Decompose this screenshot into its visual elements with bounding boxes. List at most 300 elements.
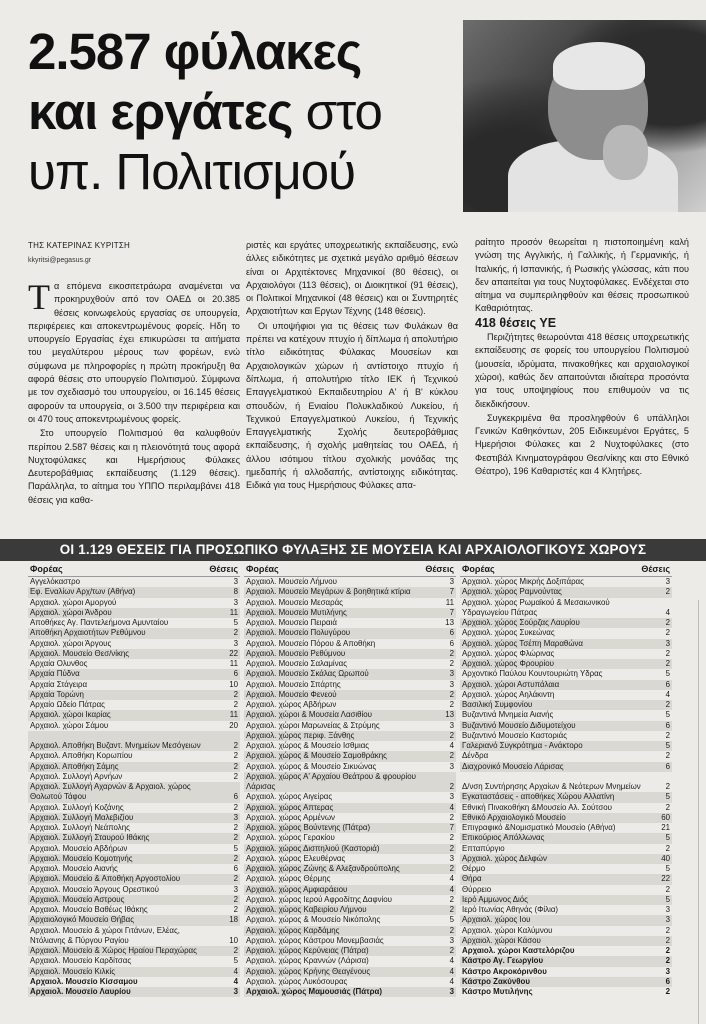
positions-count: 3 <box>449 669 454 679</box>
table-row <box>460 772 672 793</box>
article-column-3 <box>475 236 689 478</box>
table-row <box>244 690 456 700</box>
dropcap: Τ <box>28 277 50 317</box>
table-row <box>460 762 672 772</box>
table-row <box>28 782 240 803</box>
table-row <box>28 967 240 977</box>
positions-count: 6 <box>665 761 670 771</box>
organization-name: Αρχαιολ. χώρος Ελευθέρνας <box>246 853 346 863</box>
organization-name: Αρχαιολ. Συλλογή Αρνήων <box>30 771 123 781</box>
organization-name: Αρχαιολ. χώρος Αμφιαράειου <box>246 884 348 894</box>
organization-name: Αρχαιολ. Συλλογή Αχαρνών & Αρχαιολ. χώρος Θολωτού Τάφου <box>30 782 191 802</box>
organization-name: Αρχαία Ολυνθος <box>30 659 88 668</box>
table-row <box>460 977 672 987</box>
organization-name: Αρχαιολ. Μουσείο Πειραιά <box>246 618 337 627</box>
organization-name: Αρχαιολ. Μουσείο Αιανής <box>30 864 118 873</box>
organization-name: Αρχαιολ. χώρος Βούντενης (Πάτρα) <box>246 823 371 832</box>
organization-name: Αρχαιολ. χώρος Γερακίου <box>246 833 335 843</box>
organization-name: Εφ. Εναλίων Αρχ/των (Αθήνα) <box>30 587 136 597</box>
table-row <box>28 946 240 956</box>
table-row <box>460 885 672 895</box>
table-row <box>244 618 456 628</box>
table-row <box>28 731 240 752</box>
table-row <box>460 649 672 659</box>
table-row <box>244 926 456 936</box>
organization-name: Αρχαιολ. χώρος Α' Αρχαίου Θεάτρου & φρουρίου Λάρισας <box>246 771 416 791</box>
organization-name: Αρχαιολ. χώρος Καβειρίου Λήμνου <box>246 905 367 914</box>
table-row <box>244 598 456 608</box>
table-row <box>28 690 240 700</box>
table-row <box>28 833 240 843</box>
positions-count: 6 <box>449 628 454 638</box>
organization-name: Εγκαταστάσεις - αποθήκες Χώρου Αλλατίνη <box>462 792 615 802</box>
positions-count: 2 <box>233 823 238 832</box>
organization-name: Αρχαιολ. χώρος Δισπηλιού (Καστοριά) <box>246 843 380 853</box>
positions-count: 2 <box>665 659 670 668</box>
table-row <box>28 680 240 690</box>
positions-count: 2 <box>449 843 454 853</box>
organization-name: Αρχαιολ. χώρος Δελφών <box>462 853 547 863</box>
organization-name: Αρχαιολ. Μουσείο Πολυγύρου <box>246 628 351 638</box>
table-row <box>244 731 456 741</box>
table-row <box>460 690 672 700</box>
table-row <box>460 833 672 843</box>
positions-count: 2 <box>233 853 238 863</box>
organization-name: Αρχαιολ. χώροι Ικαρίας <box>30 710 111 720</box>
organization-name: Αρχαιολ. Μουσείο Άργους Ορεστικού <box>30 884 159 894</box>
table-row <box>28 649 240 659</box>
table-row <box>28 874 240 884</box>
table-row <box>460 936 672 946</box>
organization-name: Αρχαιολ. Μουσείο Αστρους <box>30 894 125 904</box>
positions-count: 5 <box>665 741 670 750</box>
positions-count: 2 <box>449 833 454 843</box>
organization-name: Βυζαντινό Μουσείο Διδυμοτείχου <box>462 720 576 730</box>
positions-count: 2 <box>449 812 454 822</box>
positions-count: 6 <box>665 720 670 730</box>
table-row <box>244 587 456 597</box>
table-row <box>28 598 240 608</box>
table-row <box>28 895 240 905</box>
positions-count: 3 <box>449 761 454 771</box>
positions-count: 3 <box>665 638 670 648</box>
table-row <box>244 751 456 761</box>
organization-name: Αρχαιολ. χώρος Θέρμης <box>246 874 331 884</box>
organization-name: Αρχαιολ. Μουσείο Κομοτηνής <box>30 853 133 863</box>
positions-count: 2 <box>233 741 238 750</box>
table-row <box>460 823 672 833</box>
headline-line-2-bold: και εργάτες <box>28 83 293 140</box>
positions-count: 2 <box>665 751 670 761</box>
organization-name: Αρχαιολ. Συλλογή Νεάπολης <box>30 823 130 832</box>
table-row <box>28 751 240 761</box>
table-title: ΟΙ 1.129 ΘΕΣΕΙΣ ΓΙΑ ΠΡΟΣΩΠΙΚΟ ΦΥΛΑΞΗΣ ΣΕ ΜΟΥΣΕΙΑ ΚΑΙ ΑΡΧΑΙΟΛΟΓΙΚΟΥΣ ΧΩΡΟΥΣ <box>0 539 706 561</box>
organization-name: Επταπύργιο <box>462 843 505 853</box>
header-organization: Φορέας <box>462 564 495 574</box>
positions-count: 22 <box>661 874 670 884</box>
organization-name: Αρχαιολ. χώρος Φλώρινας <box>462 648 555 658</box>
table-row <box>460 854 672 864</box>
positions-count: 2 <box>233 700 238 709</box>
positions-count: 5 <box>665 792 670 802</box>
positions-count: 4 <box>449 956 454 966</box>
header-organization: Φορέας <box>246 564 279 574</box>
table-row <box>244 772 456 793</box>
organization-name: Αρχαιολ. Μουσείο Πόρου & Αποθήκη <box>246 638 376 648</box>
organization-name: Αρχαιολ. χώρος Ραμνούντας <box>462 587 562 597</box>
table-header <box>460 562 672 577</box>
positions-count: 20 <box>229 720 238 730</box>
table-row <box>28 577 240 587</box>
table-header <box>28 562 240 577</box>
organization-name: Αρχαιολ. Συλλογή Κοζάνης <box>30 802 124 812</box>
table-row <box>244 608 456 618</box>
organization-name: Αρχαιολ. χώρος Μικρής Δοξιπάρας <box>462 577 584 586</box>
positions-count: 5 <box>665 864 670 873</box>
table-row <box>460 598 672 619</box>
organization-name: Αρχαιολ. χώρος Κρήνης Θεαγένους <box>246 966 371 976</box>
table-row <box>28 639 240 649</box>
organization-name: Αρχαιολ. Μουσείο Λήμνου <box>246 577 337 586</box>
positions-count: 4 <box>665 689 670 699</box>
organization-name: Αρχαιολ. Μουσείο Βαθέως Ιθάκης <box>30 905 148 914</box>
organization-name: Αρχαιολ. χώρος & Μουσείο Ισθμιας <box>246 741 370 750</box>
organization-name: Αρχαιολ. χώρος Μαμουσιάς (Πάτρα) <box>246 987 382 996</box>
organization-name: Αρχαιολ. χώρος & Μουσείο Σικυώνας <box>246 761 377 771</box>
positions-count: 22 <box>229 648 238 658</box>
positions-count: 6 <box>449 638 454 648</box>
positions-count: 3 <box>233 987 238 996</box>
positions-count: 3 <box>233 812 238 822</box>
organization-name: Αρχαιολ. χώροι Σάμου <box>30 720 109 730</box>
table-column-3 <box>460 562 672 997</box>
table-row <box>460 956 672 966</box>
table-row <box>460 926 672 936</box>
table-row <box>28 710 240 720</box>
organization-name: Αρχαιολ. Μουσείο & χώροι Γιτάνων, Ελέας, Ντόλιανης & Πύργου Ραγίου <box>30 925 180 945</box>
organization-name: Δένδρα <box>462 751 489 761</box>
table-row <box>244 854 456 864</box>
table-row <box>460 618 672 628</box>
positions-count: 5 <box>233 956 238 966</box>
positions-count: 6 <box>665 679 670 689</box>
positions-count: 2 <box>449 648 454 658</box>
page-edge <box>698 600 706 1024</box>
positions-count: 8 <box>233 587 238 597</box>
table-row <box>460 577 672 587</box>
article-paragraph: Συγκεκριμένα θα προσληφθούν 6 υπάλληλοι Γενικών Καθηκόντων, 205 Ειδικευμένοι Εργάτες, 5 Ημερήσιοι Φύλακες και 2 Νυχτοφύλακες (στο Φεστιβάλ Κινηματογράφου Θεσ/νίκης και στο Εθνικό Θέατρο), 196 Καθαριστές και 4 Κλητήρες. <box>475 412 689 477</box>
table-row <box>460 659 672 669</box>
positions-count: 2 <box>665 946 670 955</box>
positions-count: 2 <box>449 864 454 873</box>
organization-name: Αρχαιολ. Μουσείο Αβδήρων <box>30 843 128 853</box>
organization-name: Κάστρο Μυτιλήνης <box>462 987 533 996</box>
positions-count: 5 <box>233 618 238 627</box>
table-row <box>28 813 240 823</box>
positions-count: 2 <box>665 587 670 597</box>
organization-name: Αρχαιολ. χώρος Σούρζας Λαυρίου <box>462 618 580 627</box>
organization-name: Αρχαιολ. χώροι Άργους <box>30 638 112 648</box>
organization-name: Αρχαιολ. χώρος Αβδήρων <box>246 700 337 709</box>
positions-count: 2 <box>233 761 238 771</box>
organization-name: Αρχαιολ. Μουσείο Καρδίτσας <box>30 956 132 966</box>
positions-count: 11 <box>445 597 454 607</box>
table-row <box>460 895 672 905</box>
table-row <box>244 577 456 587</box>
table-row <box>28 762 240 772</box>
positions-count: 2 <box>233 894 238 904</box>
organization-name: Αποθήκες Αγ. Παντελεήμονα Αμυνταίου <box>30 618 169 627</box>
organization-name: Αρχαιολ. χώρος & Μουσείο Νικόπολης <box>246 915 381 925</box>
organization-name: Ιερό Ιτωνίας Αθηνάς (Φίλια) <box>462 905 559 914</box>
positions-count: 2 <box>665 618 670 627</box>
table-row <box>460 864 672 874</box>
table-row <box>460 700 672 710</box>
organization-name: Αρχοντικό Παύλου Κουντουριώτη Υδρας <box>462 669 603 679</box>
table-row <box>28 987 240 997</box>
table-row <box>28 700 240 710</box>
positions-count: 2 <box>665 628 670 638</box>
article-paragraph: Στο υπουργείο Πολιτισμού θα καλυφθούν περίπου 2.587 θέσεις και η πλειονότητά τους αφορά Νυχτοφύλακες και Ημερήσιους Φύλακες Δευτεροβάθμιας εκπαίδευσης (1.129 θέσεις). Παράλληλα, το αίτημα του ΥΠΠΟ περιλαμβάνει 418 θέσεις για καθα- <box>28 428 240 505</box>
organization-name: Αρχαιολ. χώροι Αστυπάλαια <box>462 679 560 689</box>
organization-name: Αρχαιολ. Συλλογή Μαλεβιζίου <box>30 812 134 822</box>
positions-count: 4 <box>233 976 238 986</box>
positions-count: 2 <box>449 925 454 935</box>
organization-name: Αρχαία Πύδνα <box>30 669 80 679</box>
positions-count: 3 <box>665 577 670 586</box>
header-positions: Θέσεις <box>425 564 454 574</box>
organization-name: Αρχαιολ. χώροι Κάσου <box>462 935 541 945</box>
positions-count: 3 <box>665 905 670 914</box>
positions-count: 3 <box>449 792 454 802</box>
table-row <box>460 669 672 679</box>
organization-name: Αρχαιολ. χώρος Ρωμαϊκού & Μεσαιωνικού Υδραγωγείου Πάτρας <box>462 597 610 617</box>
organization-name: Αρχαιολ. χώρος Τσέπη Μαραθώνα <box>462 638 583 648</box>
article-paragraph: ραίτητο προσόν θεωρείται η πιστοποιημένη καλή γνώση της Αγγλικής, ή Γαλλικής, ή Γερμανικής, ή Ιταλικής, ή Ισπανικής, ή Ρωσικής γλώσσας, κάτι που δεν απαιτείται για τους Νυχτοφύλακες. Ενδέχεται στο αίτημα να συμπεριληφθούν και θέσεις προσωπικού Καθαριότητας. <box>475 237 689 314</box>
organization-name: Αρχαίο Ωδείο Πάτρας <box>30 700 105 709</box>
positions-count: 11 <box>229 607 238 617</box>
organization-name: Θέρμο <box>462 864 486 873</box>
positions-count: 7 <box>449 607 454 617</box>
organization-name: Βυζαντινά Μνημεία Αιανής <box>462 710 554 720</box>
positions-count: 4 <box>449 874 454 884</box>
positions-count: 3 <box>665 915 670 925</box>
positions-count: 13 <box>445 618 454 627</box>
table-row <box>28 854 240 864</box>
table-row <box>460 967 672 977</box>
organization-name: Αρχαιολ. χώρος Αιγείρας <box>246 792 333 802</box>
positions-count: 3 <box>233 884 238 894</box>
byline: ΤΗΣ ΚΑΤΕΡΙΝΑΣ ΚΥΡΙΤΣΗ <box>28 241 131 250</box>
table-row <box>244 874 456 884</box>
organization-name: Αρχαιολ. Μουσείο Μεσαράς <box>246 597 343 607</box>
positions-count: 5 <box>665 710 670 720</box>
positions-count: 2 <box>665 884 670 894</box>
positions-count: 2 <box>233 689 238 699</box>
positions-count: 3 <box>449 577 454 586</box>
positions-count: 4 <box>233 966 238 976</box>
header-organization: Φορέας <box>30 564 63 574</box>
organization-name: Αρχαιολ. Αποθήκη Κορωπίου <box>30 751 133 761</box>
organization-name: Αρχαιολ. Αποθήκη Βυζαντ. Μνημείων Μεσόγειων <box>30 741 201 750</box>
table-row <box>244 813 456 823</box>
organization-name: Αρχαιολ. Συλλογή Σταυρού Ιθάκης <box>30 833 150 843</box>
positions-count: 4 <box>449 741 454 750</box>
table-row <box>244 977 456 987</box>
positions-count: 21 <box>661 823 670 832</box>
positions-count: 2 <box>665 782 670 791</box>
table-row <box>28 721 240 731</box>
table-column-1 <box>28 562 240 997</box>
organization-name: Αρχαιολ. χώρος Ζώνης & Αλεξανδρούπολης <box>246 864 400 873</box>
positions-count: 2 <box>233 751 238 761</box>
positions-count: 40 <box>661 853 670 863</box>
table-row <box>460 721 672 731</box>
organization-name: Αρχαία Στάγειρα <box>30 679 88 689</box>
positions-count: 2 <box>449 730 454 740</box>
table-row <box>244 987 456 997</box>
positions-count: 2 <box>449 905 454 914</box>
organization-name: Αρχαιολ. χώρος Αηλάκιντη <box>462 689 555 699</box>
headline-line-2-light: στο <box>292 83 382 140</box>
article-column-2 <box>246 239 458 493</box>
organization-name: Αρχαιολ. χώροι Καλύμνου <box>462 925 553 935</box>
organization-name: Κάστρο Ζακύνθου <box>462 976 530 986</box>
organization-name: Αρχαιολ. χώρος Λυκόσουρας <box>246 976 348 986</box>
table-row <box>28 618 240 628</box>
positions-count: 10 <box>229 935 238 945</box>
positions-count: 18 <box>229 915 238 925</box>
organization-name: Αρχαιολ. Μουσείο Μεγάρων & βοηθητικά κτίρια <box>246 587 411 597</box>
table-row <box>244 792 456 802</box>
table-row <box>28 669 240 679</box>
organization-name: Αρχαιολ. Μουσείο Λαυρίου <box>30 987 131 996</box>
table-row <box>460 905 672 915</box>
positions-count: 2 <box>665 956 670 966</box>
table-row <box>244 762 456 772</box>
positions-count: 2 <box>665 843 670 853</box>
table-row <box>244 639 456 649</box>
table-row <box>244 680 456 690</box>
organization-name: Αρχαιολ. Μουσείο & Αποθήκη Αργοστολίου <box>30 874 181 884</box>
table-row <box>244 823 456 833</box>
positions-count: 60 <box>661 812 670 822</box>
table-row <box>460 731 672 741</box>
positions-count: 5 <box>665 833 670 843</box>
organization-name: Εθνικό Αρχαιολογικό Μουσείο <box>462 812 566 822</box>
table-row <box>244 864 456 874</box>
organization-name: Αρχαιολ. Μουσείο Σαλαμίνας <box>246 659 347 668</box>
positions-count: 2 <box>449 946 454 955</box>
positions-count: 3 <box>449 935 454 945</box>
organization-name: Αρχαία Τορώνη <box>30 689 84 699</box>
organization-name: Κάστρο Ακροκόρινθου <box>462 966 547 976</box>
table-row <box>244 700 456 710</box>
article-paragraph: Περιζήτητες θεωρούνται 418 θέσεις υποχρεωτικής εκπαίδευσης σε φορείς του υπουργείου Πολιτισμού (μουσεία, ιδρύματα, πινακοθήκες και αρχαιολογικοί χώροι), καθώς δεν απαιτούνται ιδιαίτερα προσόντα για τους υποψηφίους που επιθυμούν να τις διεκδικήσουν. <box>475 332 689 409</box>
organization-name: Γαλεριανό Συγκρότημα - Ανάκτορο <box>462 741 583 750</box>
positions-count: 3 <box>449 853 454 863</box>
table-row <box>460 792 672 802</box>
table-row <box>460 813 672 823</box>
headline <box>28 22 448 202</box>
organization-name: Θήρα <box>462 874 482 884</box>
table-header <box>244 562 456 577</box>
article-paragraph: ριστές και εργάτες υποχρεωτικής εκπαίδευσης, ενώ άλλες ειδικότητες με σχετικά μεγάλο αριθμό θέσεων είναι οι Αρχιτέκτονες Μηχανικοί (80 θέσεις), οι Αρχαιολόγοι (113 θέσεις), οι Διοικητικοί (91 θέσεις), οι Πολιτικοί Μηχανικοί (48 θέσεις) και οι Συντηρητές Αρχαιοτήτων και Εργων Τέχνης (148 θέσεις). <box>246 240 458 317</box>
article-column-1 <box>28 277 240 507</box>
positions-count: 7 <box>449 823 454 832</box>
positions-count: 10 <box>229 679 238 689</box>
positions-count: 3 <box>449 987 454 996</box>
positions-count: 6 <box>233 669 238 679</box>
positions-count: 11 <box>229 659 238 668</box>
positions-count: 2 <box>449 689 454 699</box>
organization-name: Βυζαντινό Μουσείο Καστοριάς <box>462 730 568 740</box>
organization-name: Θύρρειο <box>462 884 492 894</box>
organization-name: Επιγραφικό &Νομισματικό Μουσείο (Αθήνα) <box>462 823 616 832</box>
organization-name: Αρχαιολ. χώροι Καστελόριζου <box>462 946 575 955</box>
table-row <box>28 864 240 874</box>
organization-name: Αρχαιολ. χώροι Αμοργού <box>30 597 117 607</box>
table-row <box>244 885 456 895</box>
table-row <box>244 915 456 925</box>
positions-count: 2 <box>449 751 454 761</box>
table-row <box>244 803 456 813</box>
organization-name: Αγγελόκαστρο <box>30 577 81 586</box>
positions-count: 5 <box>665 669 670 679</box>
positions-count: 3 <box>449 720 454 730</box>
organization-name: Αρχαιολογικό Μουσείο Θήβας <box>30 915 135 925</box>
article-photo <box>463 20 706 212</box>
organization-name: Αρχαιολ. χώρος Ιερού Αφροδίτης Δαφνίου <box>246 894 393 904</box>
table-row <box>460 680 672 690</box>
organization-name: Αρχαιολ. χώροι Άνδρου <box>30 607 112 617</box>
positions-count: 2 <box>665 802 670 812</box>
organization-name: Αποθήκη Αρχαιοτήτων Ρεθύμνου <box>30 628 146 638</box>
table-row <box>460 844 672 854</box>
table-row <box>244 833 456 843</box>
positions-count: 2 <box>665 925 670 935</box>
organization-name: Αρχαιολ. Μουσείο Θεσ/νίκης <box>30 648 130 658</box>
table-row <box>28 659 240 669</box>
positions-count: 5 <box>449 915 454 925</box>
organization-name: Αρχαιολ. Μουσείο Μυτιλήνης <box>246 607 347 617</box>
table-row <box>28 926 240 947</box>
positions-count: 2 <box>233 802 238 812</box>
organization-name: Αρχαιολ. Μουσείο Κίσσαμου <box>30 976 138 986</box>
organization-name: Αρχαιολ. χώρος Κραννών (Λάρισα) <box>246 956 369 966</box>
table-row <box>244 956 456 966</box>
table-row <box>460 915 672 925</box>
organization-name: Κάστρο Αγ. Γεωργίου <box>462 956 544 966</box>
positions-count: 5 <box>233 843 238 853</box>
positions-count: 2 <box>449 659 454 668</box>
organization-name: Επικούριος Απόλλωνας <box>462 833 545 843</box>
table-row <box>460 874 672 884</box>
organization-name: Αρχαιολ. χώροι Μαρωνείας & Στρύμης <box>246 720 380 730</box>
positions-count: 2 <box>233 833 238 843</box>
organization-name: Αρχαιολ. χώρος Κάστρου Μονεμβασιάς <box>246 935 384 945</box>
organization-name: Ιερό Αμμωνος Διός <box>462 894 528 904</box>
positions-count: 5 <box>665 894 670 904</box>
positions-count: 4 <box>449 966 454 976</box>
positions-count: 3 <box>233 577 238 586</box>
article-paragraph: Οι υποψήφιοι για τις θέσεις των Φυλάκων θα πρέπει να κατέχουν πτυχίο ή δίπλωμα ή απολυτήριο τίτλο ειδικότητας Φύλακας Μουσείων και Αρχαιολογικών χώρων ή αντίστοιχο πτυχίο ή δίπλωμα, ή απολυτήριο τίτλο ΙΕΚ ή Τεχνικού Επαγγελματικού Εκπαιδευτηρίου Α' ή Β' κύκλου σπουδών, ή Ενιαίου Πολυκλαδικού Λυκείου, ή Τεχνικού Επαγγελματικού Λυκείου, ή Τεχνικής Επαγγελματικής Σχολής δευτεροβάθμιας εκπαίδευσης, ή σχολής μαθητείας του ΟΑΕΔ, ή άλλου ισότιμου τίτλου σχολικής μονάδας της ημεδαπής ή αλλοδαπής, αντίστοιχης ειδικότητας. Ειδικά για τους Ημερήσιους Φύλακες απα- <box>246 320 458 491</box>
table-row <box>460 741 672 751</box>
table-row <box>28 823 240 833</box>
positions-count: 2 <box>449 894 454 904</box>
table-row <box>460 803 672 813</box>
header-positions: Θέσεις <box>209 564 238 574</box>
